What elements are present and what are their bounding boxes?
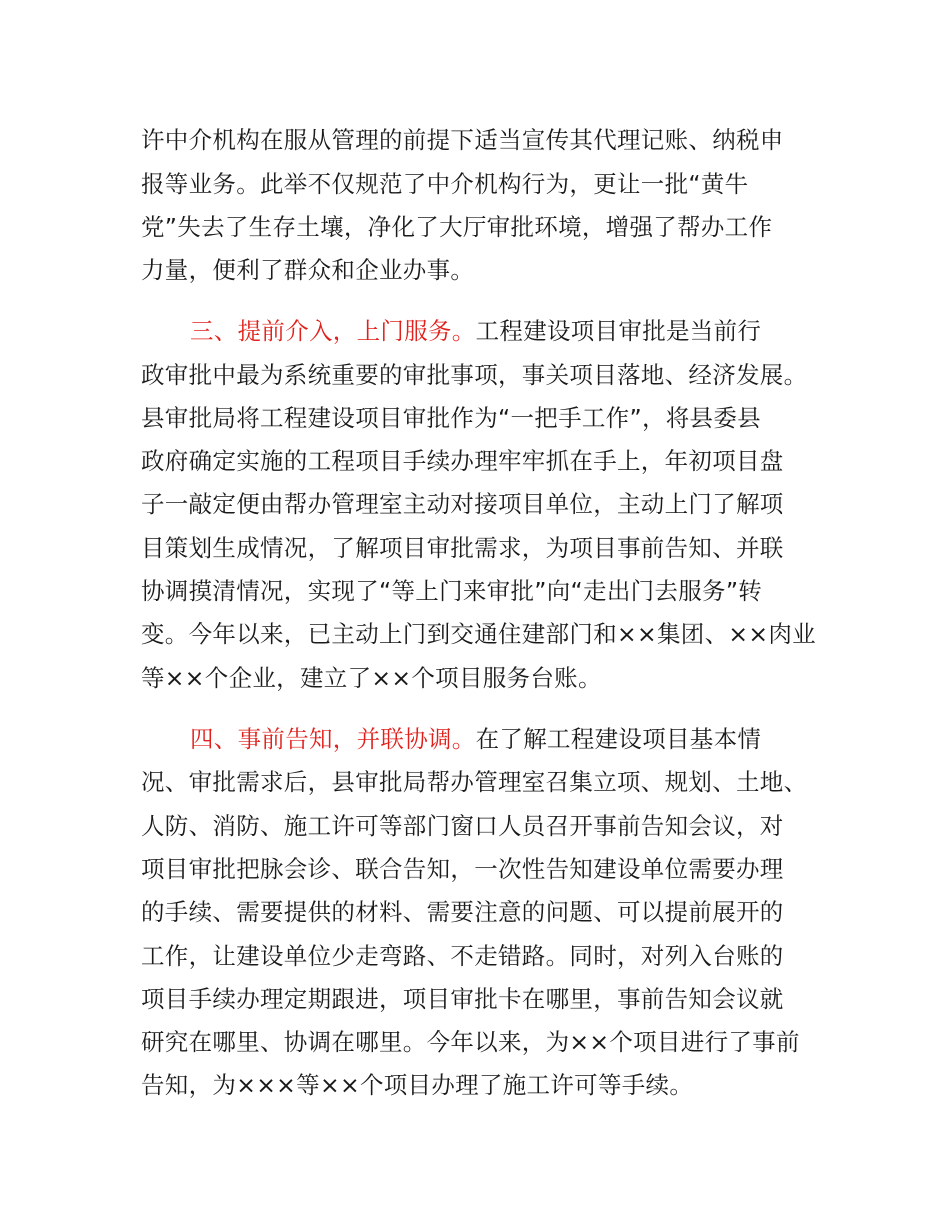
section-3-first-line-text: 工程建设项目审批是当前行 <box>475 317 762 345</box>
section-3-line-7: 协调摸清情况，实现了“等上门来审批”向“走出门去服务”转 <box>141 577 763 605</box>
section-4-line-3: 人防、消防、施工许可等部门窗口人员召开事前告知会议，对 <box>141 812 784 840</box>
paragraph-1-line-2: 报等业务。此举不仅规范了中介机构行为，更让一批“黄牛 <box>141 170 749 198</box>
paragraph-1-line-4: 力量，便利了群众和企业办事。 <box>141 256 475 284</box>
section-3-line-6: 目策划生成情况，了解项目审批需求，为项目事前告知、并联 <box>141 534 784 562</box>
section-4-line-2: 况、审批需求后，县审批局帮办管理室召集立项、规划、土地、 <box>141 768 808 796</box>
section-4-first-line-text: 在了解工程建设项目基本情 <box>475 725 762 753</box>
section-4-heading: 四、事前告知，并联协调。 <box>190 725 476 753</box>
section-3-line-3: 县审批局将工程建设项目审批作为“一把手工作”，将县委县 <box>141 404 761 432</box>
section-4-line-5: 的手续、需要提供的材料、需要注意的问题、可以提前展开的 <box>141 898 784 926</box>
section-4-line-4: 项目审批把脉会诊、联合告知，一次性告知建设单位需要办理 <box>141 855 784 883</box>
section-3-line-8: 变。今年以来，已主动上门到交通住建部门和××集团、××肉业 <box>141 620 816 648</box>
paragraph-1-line-3: 党”失去了生存土壤，净化了大厅审批环境，增强了帮办工作 <box>141 213 773 241</box>
section-3-heading: 三、提前介入，上门服务。 <box>190 317 476 345</box>
section-3-line-4: 政府确定实施的工程项目手续办理牢牢抓在手上，年初项目盘 <box>141 447 784 475</box>
paragraph-1-line-1: 许中介机构在服从管理的前提下适当宣传其代理记账、纳税申 <box>141 126 784 154</box>
section-4-line-6: 工作，让建设单位少走弯路、不走错路。同时，对列入台账的 <box>141 942 784 970</box>
section-3-line-2: 政审批中最为系统重要的审批事项，事关项目落地、经济发展。 <box>141 361 808 389</box>
section-3-first-line <box>190 316 761 346</box>
section-3-line-9: 等××个企业，建立了××个项目服务台账。 <box>141 664 602 692</box>
section-4-line-7: 项目手续办理定期跟进，项目审批卡在哪里，事前告知会议就 <box>141 985 784 1013</box>
section-4-line-8: 研究在哪里、协调在哪里。今年以来，为××个项目进行了事前 <box>141 1028 800 1056</box>
section-3-line-5: 子一敲定便由帮办管理室主动对接项目单位，主动上门了解项 <box>141 490 784 518</box>
section-4-first-line <box>190 724 761 754</box>
section-4-line-9: 告知，为×××等××个项目办理了施工许可等手续。 <box>141 1071 694 1099</box>
